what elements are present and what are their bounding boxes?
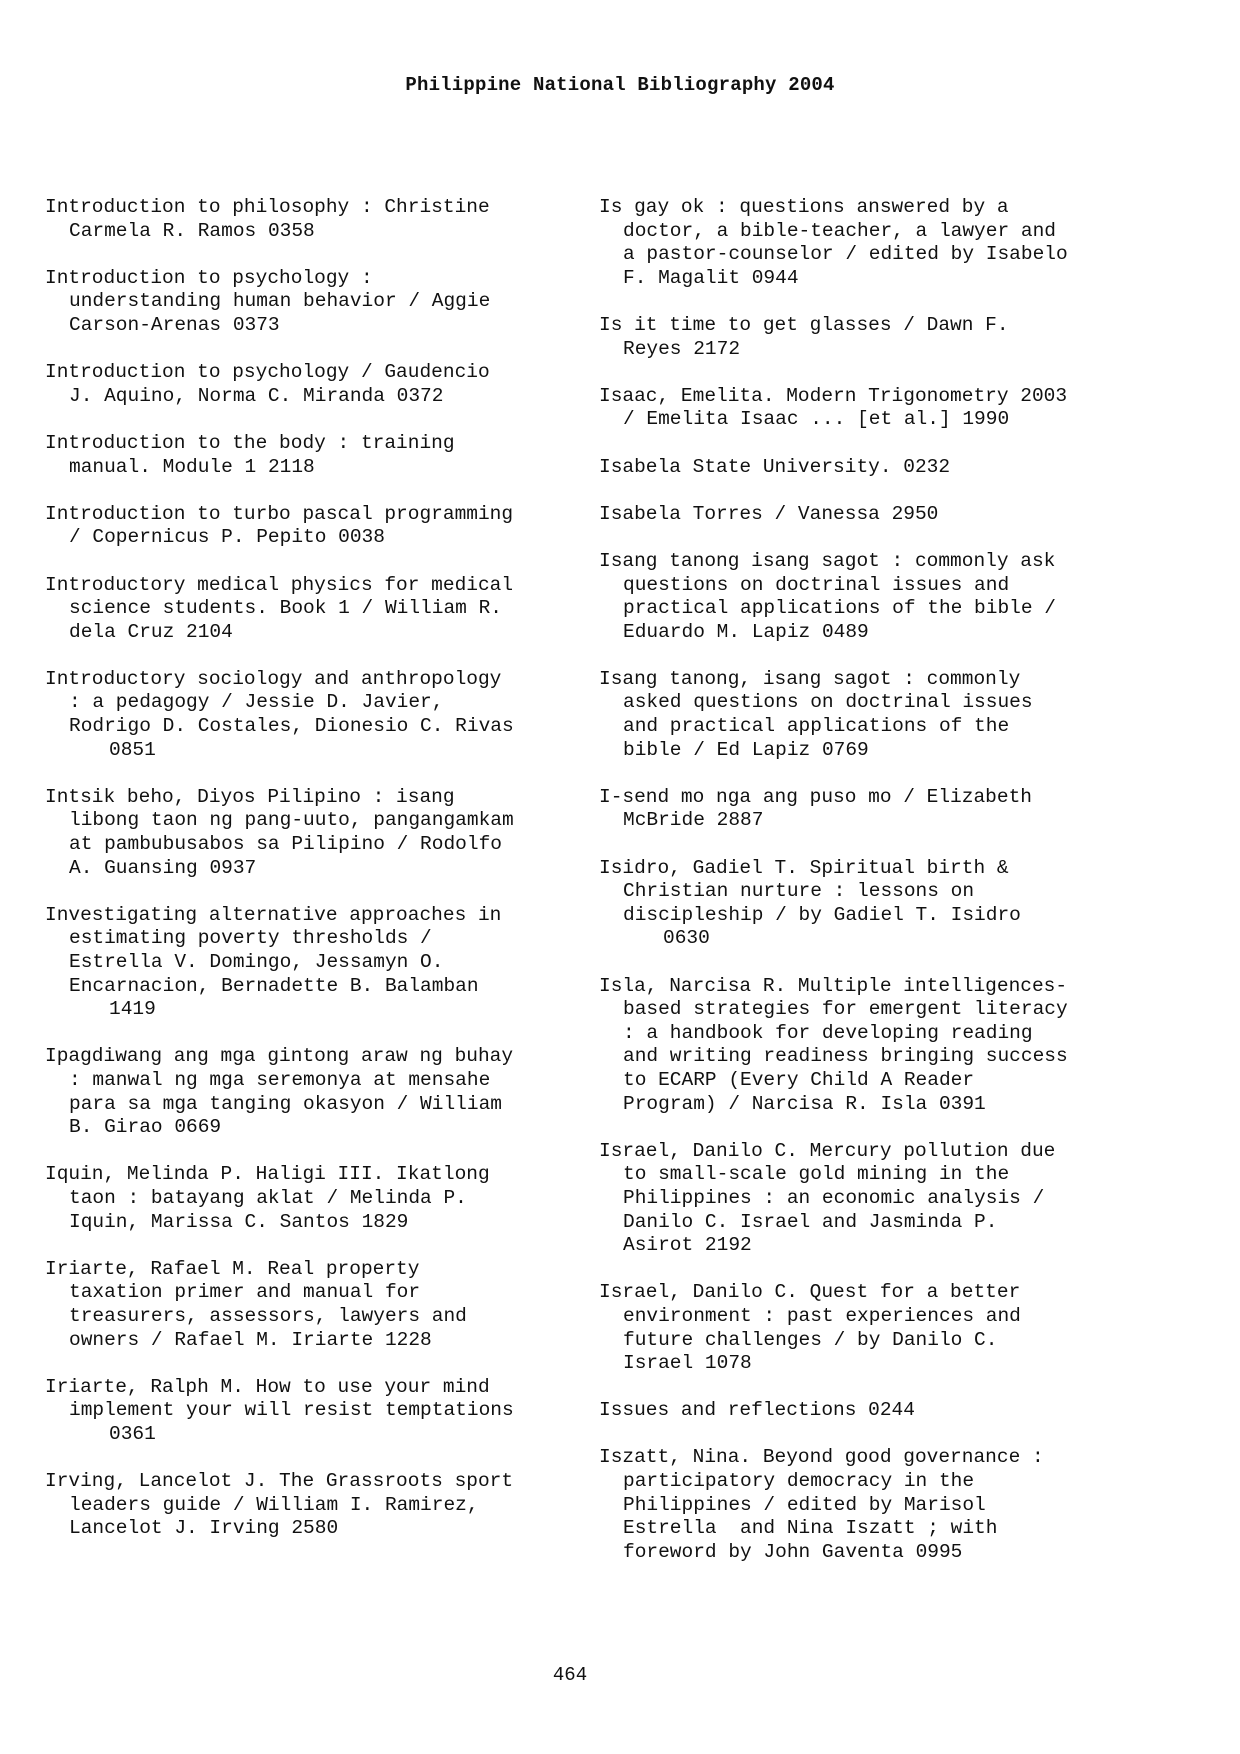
entry-text-line: a pastor-counselor / edited by Isabelo [623, 243, 1068, 266]
entry-text-line: Estrella V. Domingo, Jessamyn O. [69, 951, 444, 973]
entry-text-line: Rodrigo D. Costales, Dionesio C. Rivas [69, 715, 514, 738]
entry-text-line: at pambubusabos sa Pilipino / Rodolfo [69, 833, 502, 856]
entry-text-line: understanding human behavior / Aggie [69, 290, 491, 313]
entry-text-line: Isaac, Emelita. Modern Trigonometry 2003 [599, 384, 1068, 407]
entry-text-line: Introduction to philosophy : Christine [45, 196, 490, 218]
entry-code: 0391 [938, 1092, 986, 1115]
entry-text-line: based strategies for emergent literacy [623, 998, 1068, 1021]
entry-code: 2192 [704, 1234, 752, 1257]
entry-text-line: Isang tanong isang sagot : commonly ask [599, 549, 1056, 572]
page-number: 464 [552, 1664, 588, 1686]
bibliography-entry [599, 314, 1129, 361]
entry-code: 2887 [716, 809, 764, 832]
entry-text-line: Intsik beho, Diyos Pilipino : isang [45, 785, 455, 808]
entry-code: 1078 [704, 1352, 752, 1375]
entry-text-line: Introduction to psychology : [45, 266, 373, 289]
entry-text-line: Lancelot J. Irving [69, 1517, 280, 1540]
bibliography-entry [599, 196, 1129, 290]
bibliography-entry [45, 1045, 575, 1139]
entry-text-line: McBride [623, 809, 705, 832]
entry-text-line: discipleship / by Gadiel T. Isidro [623, 903, 1021, 926]
entry-text-line: Irving, Lancelot J. The Grassroots sport [45, 1470, 514, 1493]
entry-text-line: to ECARP (Every Child A Reader [623, 1068, 975, 1091]
entry-text-line: Ipagdiwang ang mga gintong araw ng buhay [45, 1045, 514, 1068]
entry-text-line: Danilo C. Israel and Jasminda P. [623, 1210, 998, 1233]
entry-code: 2104 [186, 620, 233, 643]
entry-text-line: I-send mo nga ang puso mo / Elizabeth [599, 785, 1032, 808]
entry-code: 0244 [868, 1399, 915, 1422]
entry-code: 1829 [361, 1210, 409, 1233]
entry-code: 0232 [903, 455, 951, 478]
entry-text-line: Estrella and Nina Iszatt ; with [623, 1517, 998, 1540]
entry-text-line: : a handbook for developing reading [623, 1021, 1033, 1044]
bibliography-entry [599, 668, 1129, 762]
entry-text-line: Asirot [623, 1234, 694, 1257]
entry-text-line: Introduction to the body : training [45, 431, 455, 454]
entry-text-line: asked questions on doctrinal issues [623, 691, 1033, 714]
entry-code: 2118 [267, 455, 315, 478]
entry-text-line: and writing readiness bringing success [623, 1045, 1068, 1068]
entry-text-line: future challenges / by Danilo C. [623, 1328, 998, 1351]
bibliography-entry [45, 432, 575, 479]
entry-code: 0944 [751, 266, 799, 289]
entry-text-line: Isidro, Gadiel T. Spiritual birth & [599, 856, 1009, 879]
entry-text-line: Introduction to turbo pascal programming [45, 502, 514, 525]
entry-text-line: Israel, Danilo C. Mercury pollution due [599, 1139, 1056, 1162]
entry-text-line: Isla, Narcisa R. Multiple intelligences- [599, 974, 1068, 997]
bibliography-entry [45, 196, 575, 243]
entry-code: 0489 [821, 620, 869, 643]
entry-text-line: Introductory sociology and anthropology [45, 667, 502, 690]
entry-text-line: / Copernicus P. Pepito [69, 526, 327, 549]
entry-text-line: J. Aquino, Norma C. Miranda [69, 384, 385, 407]
entry-text-line: Iszatt, Nina. Beyond good governance : [599, 1446, 1044, 1469]
entry-text-line: and practical applications of the [623, 715, 1010, 738]
bibliography-entry [599, 975, 1129, 1117]
bibliography-entry [599, 786, 1129, 833]
entry-code: 0358 [267, 219, 315, 242]
entry-text-line: Israel [623, 1352, 694, 1375]
bibliography-entry [45, 668, 575, 762]
entry-code: 0373 [232, 313, 280, 336]
entry-text-line: Israel, Danilo C. Quest for a better [599, 1281, 1021, 1304]
entry-text-line: Christian nurture : lessons on [623, 880, 975, 903]
entry-code: 0851 [109, 738, 156, 761]
entry-code: 2172 [693, 337, 741, 360]
bibliography-entry [599, 503, 1129, 527]
entry-text-line: Iriarte, Rafael M. Real property [45, 1257, 420, 1280]
entry-text-line: Isabela Torres / Vanessa [599, 502, 880, 525]
entry-text-line: Carmela R. Ramos [69, 219, 257, 242]
left-column [45, 196, 575, 1564]
entry-code: 0372 [396, 384, 444, 407]
bibliography-entry [45, 1470, 575, 1541]
entry-text-line: Iriarte, Ralph M. How to use your mind [45, 1375, 490, 1398]
bibliography-entry [45, 267, 575, 338]
entry-text-line: Iquin, Melinda P. Haligi III. Ikatlong [45, 1163, 490, 1186]
entry-code: 0630 [663, 927, 710, 950]
bibliography-entry [45, 1163, 575, 1234]
entry-text-line: B. Girao [69, 1116, 163, 1139]
entry-text-line: foreword by John Gaventa [623, 1540, 904, 1563]
bibliography-entry [45, 786, 575, 880]
entry-code: 0361 [109, 1422, 156, 1445]
bibliography-entry [45, 503, 575, 550]
entry-code: 2950 [891, 502, 939, 525]
entry-code: 0769 [821, 738, 869, 761]
bibliography-entry [45, 361, 575, 408]
entry-text-line: Carson-Arenas [69, 313, 222, 336]
bibliography-entry [45, 904, 575, 1022]
entry-code: 0038 [338, 526, 385, 549]
page-title: Philippine National Bibliography 2004 [405, 74, 835, 96]
entry-text-line: manual. Module 1 [69, 455, 257, 478]
entry-text-line: practical applications of the bible / [623, 597, 1056, 620]
entry-text-line: bible / Ed Lapiz [623, 738, 811, 761]
entry-code: 1419 [109, 998, 156, 1021]
right-column [599, 196, 1129, 1588]
entry-text-line: doctor, a bible-teacher, a lawyer and [623, 219, 1056, 242]
entry-text-line: Introduction to psychology / Gaudencio [45, 361, 490, 384]
entry-text-line: Issues and reflections [599, 1399, 857, 1422]
entry-text-line: estimating poverty thresholds / [69, 927, 432, 950]
bibliography-entry [599, 857, 1129, 951]
entry-text-line: Iquin, Marissa C. Santos [69, 1210, 350, 1233]
entry-text-line: to small-scale gold mining in the [623, 1163, 1010, 1186]
entry-text-line: Encarnacion, Bernadette B. Balamban [69, 974, 479, 997]
entry-code: 1990 [962, 408, 1010, 431]
bibliography-entry [599, 1281, 1129, 1375]
bibliography-entry [599, 385, 1129, 432]
entry-code: 0937 [209, 856, 257, 879]
entry-text-line: Philippines / edited by Marisol [623, 1493, 986, 1516]
bibliography-entry [599, 456, 1129, 480]
entry-text-line: Introductory medical physics for medical [45, 573, 514, 596]
entry-text-line: dela Cruz [69, 620, 175, 643]
entry-text-line: Reyes [623, 337, 682, 360]
entry-text-line: Isabela State University. [599, 455, 892, 478]
entry-text-line: participatory democracy in the [623, 1470, 975, 1493]
entry-text-line: F. Magalit [623, 266, 741, 289]
entry-text-line: : manwal ng mga seremonya at mensahe [69, 1068, 491, 1091]
entry-text-line: / Emelita Isaac ... [et al.] [623, 408, 951, 431]
entry-text-line: Investigating alternative approaches in [45, 903, 502, 926]
bibliography-entry [599, 1399, 1129, 1423]
entry-text-line: taon : batayang aklat / Melinda P. [69, 1186, 467, 1209]
bibliography-entry [45, 1376, 575, 1447]
entry-text-line: Is gay ok : questions answered by a [599, 196, 1009, 218]
entry-code: 2580 [291, 1517, 339, 1540]
entry-text-line: questions on doctrinal issues and [623, 573, 1010, 596]
entry-code: 0995 [915, 1540, 963, 1563]
bibliography-entry [599, 1446, 1129, 1564]
entry-text-line: para sa mga tanging okasyon / William [69, 1092, 502, 1115]
entry-text-line: Philippines : an economic analysis / [623, 1186, 1045, 1209]
entry-text-line: environment : past experiences and [623, 1304, 1021, 1327]
bibliography-entry [45, 1258, 575, 1352]
entry-text-line: taxation primer and manual for [69, 1281, 421, 1304]
entry-text-line: Is it time to get glasses / Dawn F. [599, 313, 1009, 336]
bibliography-entry [599, 1140, 1129, 1258]
entry-text-line: leaders guide / William I. Ramirez, [69, 1493, 479, 1516]
entry-text-line: Isang tanong, isang sagot : commonly [599, 667, 1021, 690]
bibliography-entry [45, 574, 575, 645]
entry-text-line: science students. Book 1 / William R. [69, 597, 502, 620]
entry-text-line: : a pedagogy / Jessie D. Javier, [69, 691, 444, 714]
entry-text-line: A. Guansing [69, 856, 198, 879]
entry-text-line: Eduardo M. Lapiz [623, 620, 811, 643]
entry-text-line: libong taon ng pang-uuto, pangangamkam [69, 809, 514, 832]
entry-code: 0669 [174, 1116, 222, 1139]
entry-text-line: owners / Rafael M. Iriarte [69, 1328, 374, 1351]
entry-code: 1228 [384, 1328, 432, 1351]
entry-text-line: treasurers, assessors, lawyers and [69, 1304, 467, 1327]
entry-text-line: Program) / Narcisa R. Isla [623, 1092, 928, 1115]
bibliography-entry [599, 550, 1129, 644]
entry-text-line: implement your will resist temptations [69, 1399, 514, 1422]
